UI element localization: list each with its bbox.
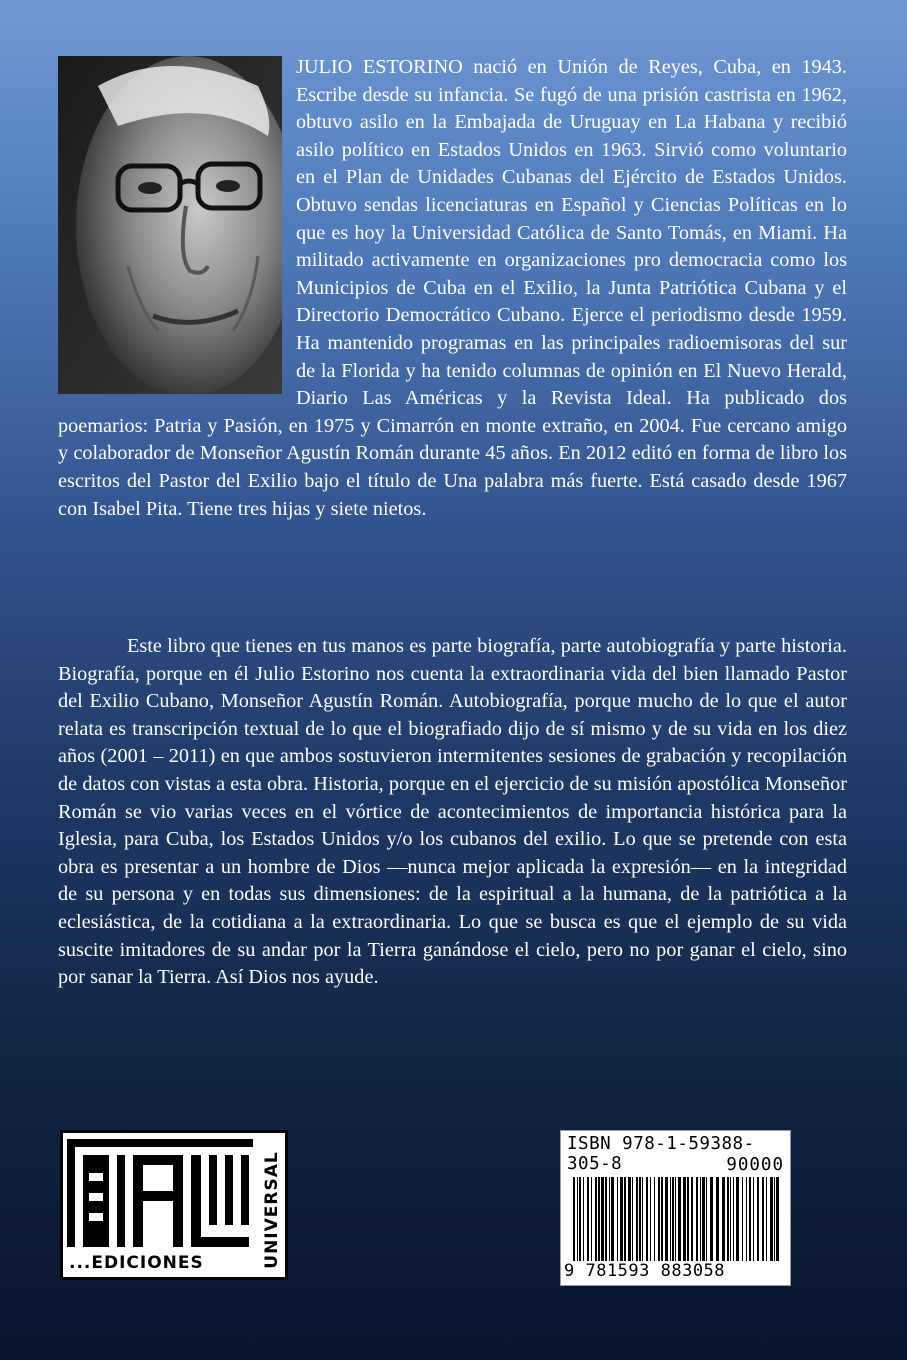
barcode-bar	[646, 1177, 648, 1261]
price-code: 90000	[726, 1155, 784, 1175]
barcode-bar	[670, 1177, 671, 1261]
barcode-bar	[624, 1177, 626, 1261]
barcode-bar	[746, 1177, 747, 1261]
isbn-label: ISBN 978-1-59388-305-8	[567, 1134, 755, 1174]
publisher-name-vertical-text: UNIVERSAL	[262, 1151, 282, 1269]
barcode-bar	[687, 1177, 689, 1261]
barcode-bar	[609, 1177, 610, 1261]
barcode-bar	[696, 1177, 698, 1261]
barcode-bar	[587, 1177, 589, 1261]
barcode-bar	[598, 1177, 600, 1261]
barcode-bar	[628, 1177, 631, 1261]
barcode-bar	[766, 1177, 767, 1261]
barcode-bar	[595, 1177, 597, 1261]
barcode-bar	[730, 1177, 731, 1261]
publisher-name-vertical	[261, 1143, 283, 1277]
barcode-bar	[774, 1177, 775, 1261]
barcode-bar	[658, 1177, 660, 1261]
barcode-bar	[710, 1177, 713, 1261]
publisher-name-horizontal: ...EDICIONES	[69, 1253, 204, 1273]
isbn-barcode	[560, 1130, 791, 1286]
ean-digits: 9 781593 883058	[564, 1261, 726, 1281]
barcode-bar	[727, 1177, 729, 1261]
barcode-bar	[617, 1177, 618, 1261]
barcode-bars	[571, 1177, 783, 1261]
barcode-bar	[636, 1177, 638, 1261]
barcode-bar	[642, 1177, 643, 1261]
barcode-bar	[650, 1177, 651, 1261]
publisher-logo	[60, 1130, 288, 1280]
barcode-bar	[665, 1177, 668, 1261]
book-blurb: Este libro que tienes en tus manos es parte biografía, parte autobiografía y parte historia. Biografía, porque en él Julio Estorino nos cuenta la extraordinaria vida del bien llamado Pastor del Exilio Cubano, Monseñor Agustín Román. Autobiografía, porque mucho de lo que el autor relata es transcripción textual de lo que el biografiado dijo de sí mismo y de su vida en los diez años (2001 – 2011) en que ambos sostuvieron intermitentes sesiones de grabación y recopilación de datos con vistas a esta obra. Historia, porque en el ejercicio de su misión apostólica Monseñor Román se vio varias veces en el vórtice de acontecimientos de importancia histórica para la Iglesia, para Cuba, los Estados Unidos y/o los cubanos del exilio. Lo que se pretende con esta obra es presentar a un hombre de Dios —nunca mejor aplicada la expresión— en la integridad de su persona y en todas sus dimensiones: de la espiritual a la humana, de la patriótica a la eclesiástica, de la cotidiana a la extraordinaria. Lo que se busca es que el ejemplo de su vida suscite imitadores de su andar por la Tierra ganándose el cielo, pero no por ganar el cielo, sino por sanar la Tierra. Así Dios nos ayude.	[58, 635, 847, 989]
barcode-bar	[706, 1177, 707, 1261]
barcode-bar	[579, 1177, 581, 1261]
barcode-bar	[742, 1177, 743, 1261]
barcode-bar	[776, 1177, 779, 1261]
publisher-logo-icon	[63, 1133, 263, 1251]
barcode-bar	[700, 1177, 701, 1261]
barcode-bar	[757, 1177, 759, 1261]
barcode-bar	[675, 1177, 676, 1261]
author-bio-text: JULIO ESTORINO nació en Unión de Reyes, Cuba, en 1943. Escribe desde su infancia. Se fugó de una prisión castrista en 1962, obtuvo asilo en la Embajada de Uruguay en La Habana y recibió asilo político en Estados Unidos en 1963. Sirvió como voluntario en el Plan de Unidades Cubanas del Ejército de Estados Unidos. Obtuvo sendas licenciaturas en Español y Ciencias Políticas en lo que es hoy la Universidad Católica de Santo Tomás, en Miami. Ha militado activamente en organizaciones pro democracia como los Municipios de Cuba en el Exilio, la Junta Patriótica Cubana y el Directorio Democrático Cubano. Ejerce el periodismo desde 1959. Ha mantenido programas en las principales radioemisoras del sur de la Florida y ha tenido columnas de opinión en El Nuevo Herald, Diario Las Américas y la Revista Ideal. Ha publicado dos poemarios: Patria y Pasión, en 1975 y Cimarrón en monte extraño, en 2004. Fue cercano amigo y colaborador de Monseñor Agustín Román durante 45 años. En 2012 editó en forma de libro los escritos del Pastor del Exilio bajo el título de Una palabra más fuerte. Está casado desde 1967 con Isabel Pita. Tiene tres hijas y siete nietos.	[58, 56, 847, 520]
barcode-bar	[661, 1177, 663, 1261]
barcode-bar	[611, 1177, 614, 1261]
barcode-bar	[583, 1177, 584, 1261]
barcode-bar	[736, 1177, 739, 1261]
barcode-bar	[591, 1177, 592, 1261]
barcode-bar	[691, 1177, 693, 1261]
barcode-bar	[573, 1177, 575, 1261]
barcode-bar	[601, 1177, 604, 1261]
barcode-bar	[702, 1177, 705, 1261]
barcode-bar	[639, 1177, 641, 1261]
barcode-bar	[749, 1177, 751, 1261]
barcode-bar	[605, 1177, 607, 1261]
author-photo	[58, 56, 282, 394]
author-bio	[58, 54, 847, 523]
barcode-bar	[762, 1177, 764, 1261]
barcode-bar	[672, 1177, 674, 1261]
barcode-bar	[683, 1177, 686, 1261]
barcode-bar	[620, 1177, 623, 1261]
barcode-bar	[716, 1177, 719, 1261]
barcode-bar	[722, 1177, 725, 1261]
barcode-bar	[770, 1177, 773, 1261]
barcode-bar	[654, 1177, 655, 1261]
barcode-bar	[753, 1177, 754, 1261]
barcode-bar	[577, 1177, 578, 1261]
barcode-bar	[632, 1177, 633, 1261]
barcode-bar	[678, 1177, 681, 1261]
barcode-bar	[733, 1177, 734, 1261]
